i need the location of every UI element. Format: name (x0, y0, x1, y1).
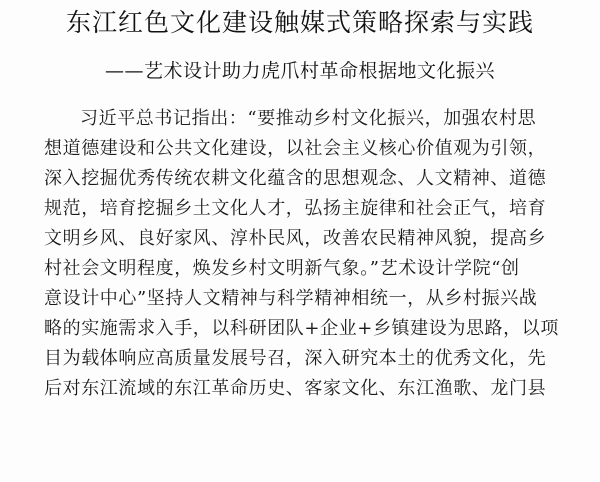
paragraph-line: 目为载体响应高质量发展号召，深入研究本土的优秀文化，先 (44, 348, 547, 369)
paragraph-line: 深入挖掘优秀传统农耕文化蕴含的思想观念、人文精神、道德 (44, 168, 547, 189)
paragraph-line: 规范，培育挖掘乡土文化人才，弘扬主旋律和社会正气，培育 (44, 198, 547, 219)
paragraph-line: 略的实施需求入手，以科研团队+企业+乡镇建设为思路，以项 (44, 318, 559, 339)
paragraph-line: 文明乡风、良好家风、淳朴民风，改善农民精神风貌，提高乡 (44, 228, 547, 249)
paragraph-line: 想道德建设和公共文化建设，以社会主义核心价值观为引领， (44, 138, 547, 159)
paragraph-line: 村社会文明程度，焕发乡村文明新气象。”艺术设计学院“创 (44, 258, 520, 279)
document-title: 东江红色文化建设触媒式策略探索与实践 (65, 8, 534, 37)
paragraph-line: 意设计中心”坚持人文精神与科学精神相统一，从乡村振兴战 (44, 288, 538, 309)
document-subtitle: ——艺术设计助力虎爪村革命根据地文化振兴 (104, 60, 495, 82)
body-paragraph (44, 104, 584, 404)
paragraph-line: 习近平总书记指出：“要推动乡村文化振兴，加强农村思 (80, 108, 537, 129)
paragraph-line: 后对东江流域的东江革命历史、客家文化、东江渔歌、龙门县 (44, 378, 547, 399)
